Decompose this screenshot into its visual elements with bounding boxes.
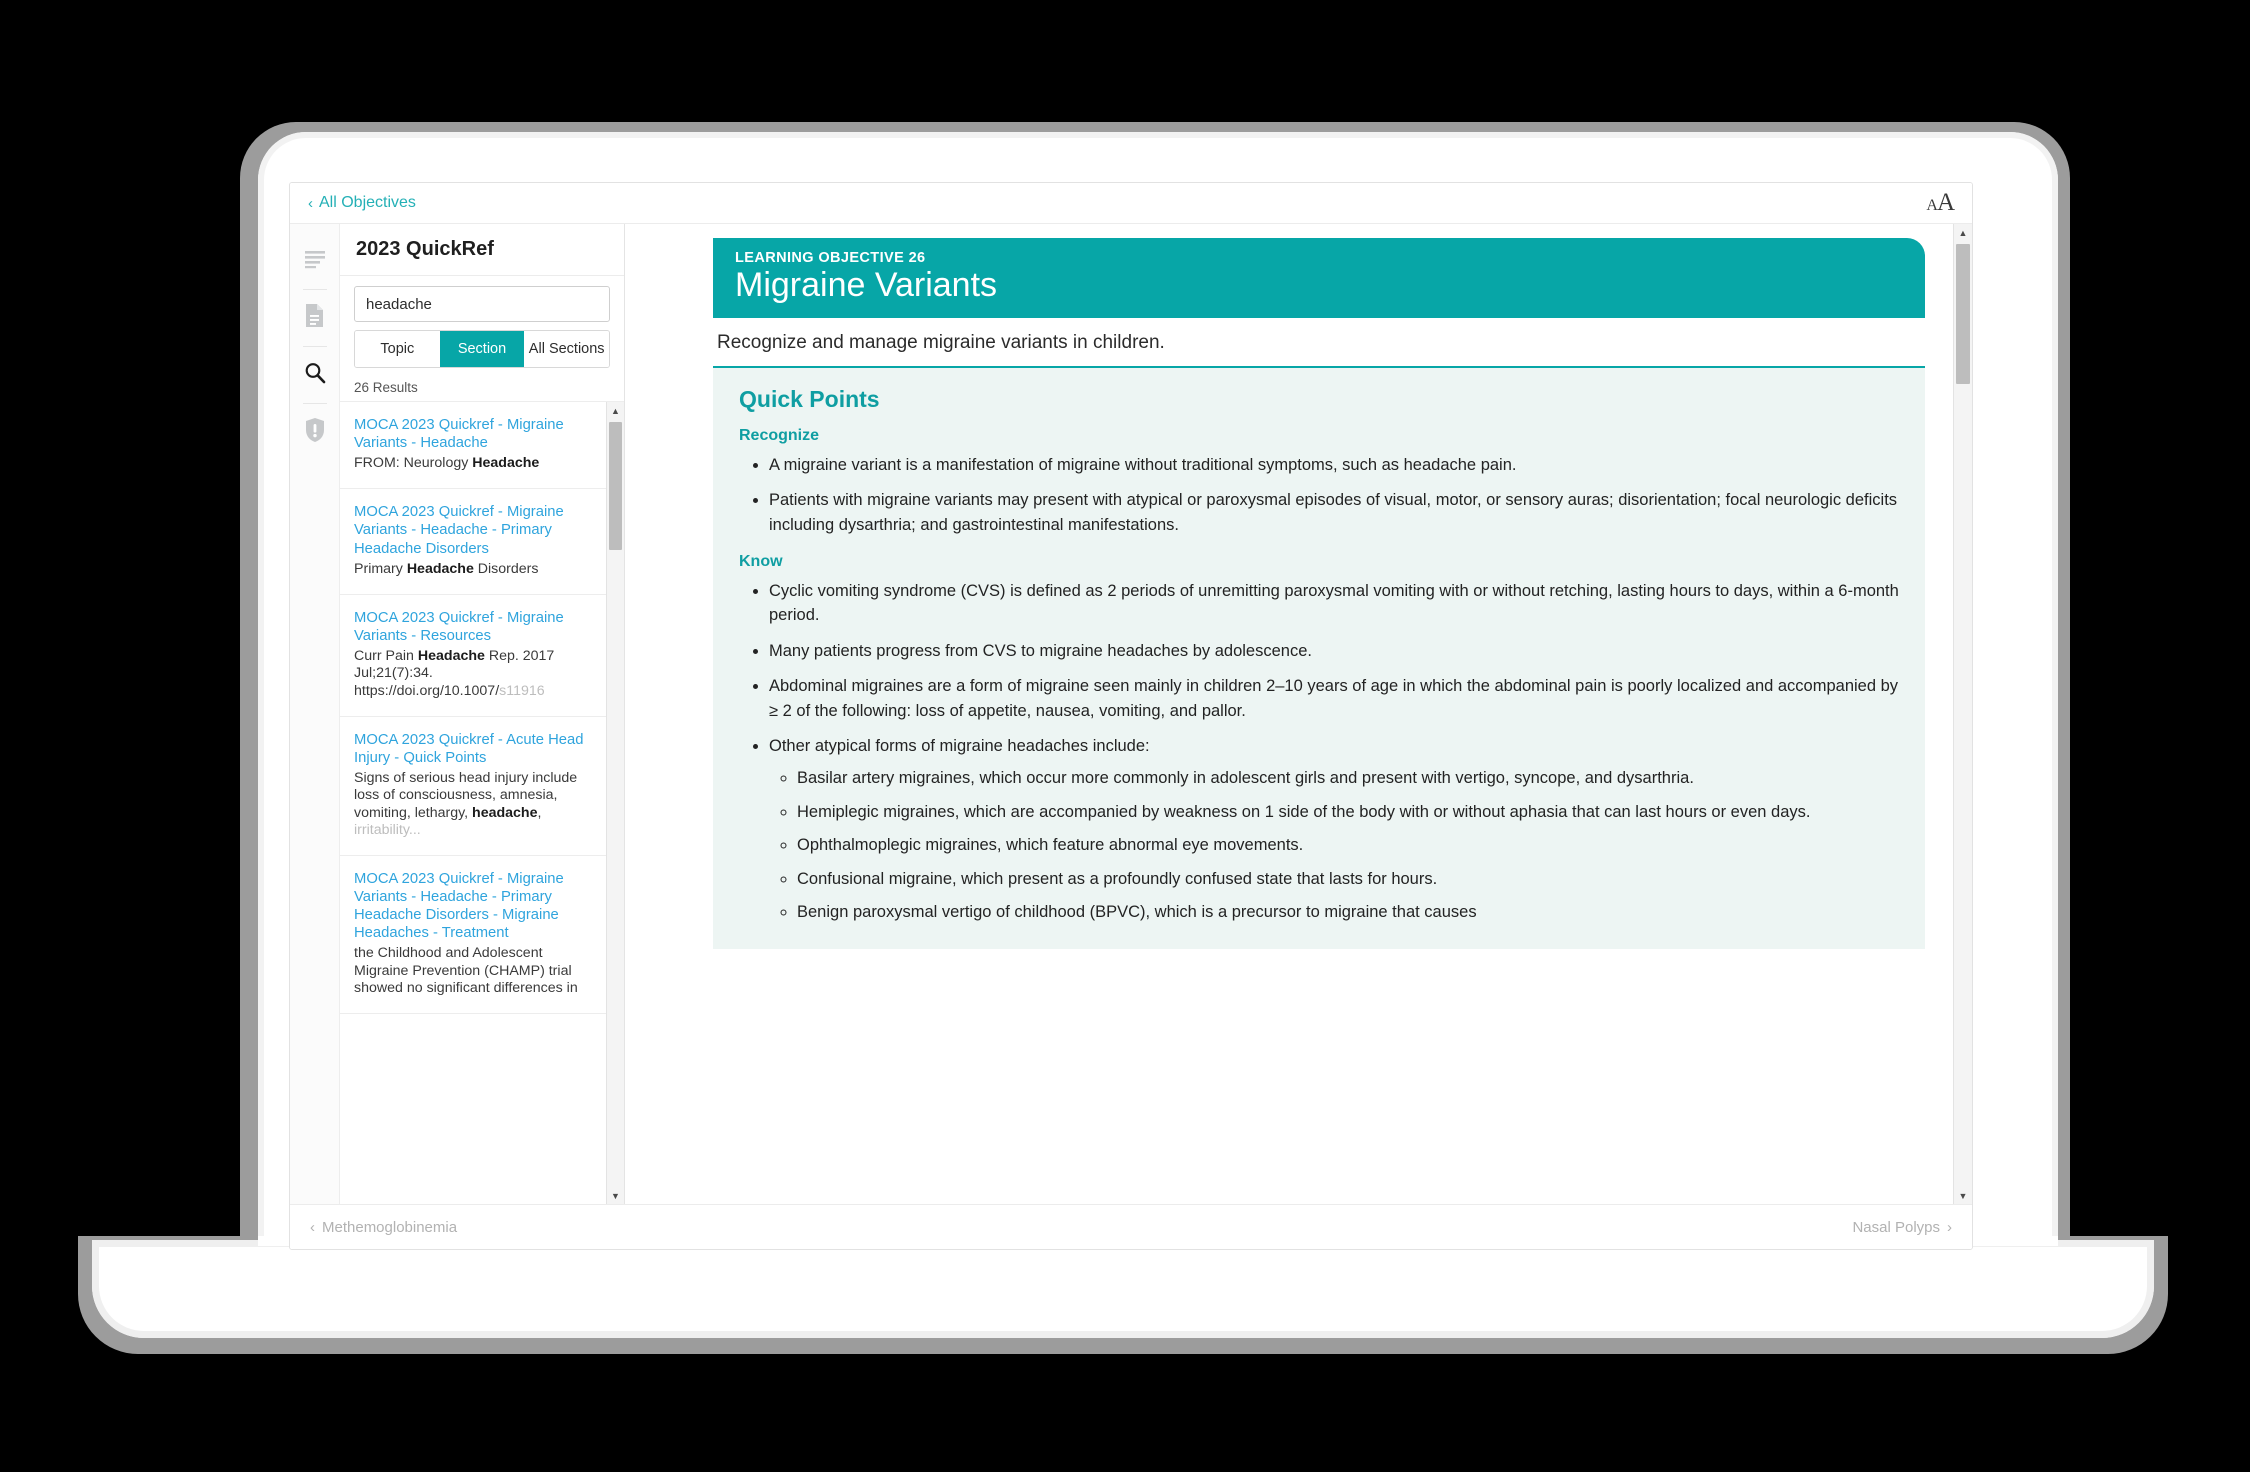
font-size-small-label: A (1926, 197, 1937, 214)
bullet-text: Other atypical forms of migraine headaches include: (769, 736, 1150, 755)
search-result-snippet: FROM: Neurology Headache (354, 455, 540, 472)
scope-tab-all-sections[interactable]: All Sections (524, 331, 609, 367)
back-link-label: All Objectives (319, 194, 416, 211)
content-scrollbar-thumb[interactable] (1956, 244, 1970, 384)
objective-kicker: LEARNING OBJECTIVE 26 (735, 250, 926, 266)
results-scrollbar[interactable] (606, 402, 624, 1204)
search-result-snippet: Primary Headache Disorders (354, 560, 539, 577)
search-result-item[interactable] (340, 595, 624, 717)
rail-item-table-of-contents[interactable] (298, 244, 332, 278)
scroll-up-arrow-icon[interactable]: ▲ (611, 405, 620, 416)
sub-bullet-text: Hemiplegic migraines, which are accompanied by weakness on 1 side of the body with or without aphasia that can last hours or even days. (797, 802, 1811, 821)
search-icon (303, 361, 327, 390)
bullet-text: Many patients progress from CVS to migraine headaches by adolescence. (769, 641, 1312, 660)
search-result-snippet: Signs of serious head injury include loss of consciousness, amnesia, vomiting, lethargy, headache, irritability... (354, 769, 578, 838)
bullet-text: A migraine variant is a manifestation of migraine without traditional symptoms, such as headache pain. (769, 455, 1517, 474)
previous-topic-label: Methemoglobinemia (322, 1218, 458, 1236)
objective-subtitle: Recognize and manage migraine variants in children. (713, 318, 1925, 368)
app-topbar (290, 183, 1972, 224)
app-workspace (290, 224, 1972, 1204)
previous-topic-link[interactable] (310, 1219, 457, 1236)
chevron-left-icon: ‹ (310, 1218, 315, 1236)
rail-divider (303, 403, 327, 404)
search-result-title[interactable]: MOCA 2023 Quickref - Migraine Variants - Headache (354, 417, 564, 452)
rail-item-document[interactable] (298, 301, 332, 335)
next-topic-label: Nasal Polyps (1852, 1218, 1940, 1236)
content-scrollbar[interactable] (1953, 224, 1972, 1204)
quick-points-sub-bullet (797, 833, 1899, 857)
search-result-item[interactable] (340, 856, 624, 1014)
rail-divider (303, 289, 327, 290)
app-screen (289, 182, 1973, 1250)
quick-points-subheading: Know (739, 552, 783, 570)
document-icon (304, 303, 325, 333)
scope-tab-topic[interactable]: Topic (355, 331, 440, 367)
quick-points-bullet (769, 488, 1899, 537)
search-area (340, 276, 624, 368)
chevron-right-icon: › (1947, 1218, 1952, 1236)
shield-alert-icon (304, 417, 326, 448)
icon-rail (290, 224, 340, 1204)
quick-points-heading: Quick Points (739, 385, 880, 412)
search-input[interactable] (354, 286, 610, 322)
search-scope-segmented-control (354, 330, 610, 368)
sub-bullet-text: Basilar artery migraines, which occur more commonly in adolescent girls and present with vertigo, syncope, and dysarthria. (797, 769, 1694, 788)
rail-item-alerts[interactable] (298, 415, 332, 449)
quick-points-bullet-list (739, 453, 1899, 537)
quick-points-bullet (769, 639, 1899, 663)
search-result-snippet: Curr Pain Headache Rep. 2017 Jul;21(7):34. https://doi.org/10.1007/s11916 (354, 647, 555, 699)
font-size-large-label: A (1936, 189, 1954, 216)
quick-points-bullet (769, 734, 1899, 924)
search-result-item[interactable] (340, 717, 624, 856)
content-area (625, 224, 1972, 1204)
sub-bullet-text: Benign paroxysmal vertigo of childhood (BPVC), which is a precursor to migraine that causes (797, 902, 1477, 921)
quick-points-panel (713, 368, 1925, 950)
search-results-panel (340, 224, 625, 1204)
search-results-scroll-area (340, 401, 624, 1204)
rail-divider (303, 346, 327, 347)
bullet-text: Patients with migraine variants may present with atypical or paroxysmal episodes of visual, motor, or sensory auras; disorientation; focal neurologic deficits including dysarthria; and gastrointestinal manifestations. (769, 491, 1898, 534)
quick-points-bullet-list (739, 579, 1899, 924)
content-scroll-down-arrow-icon[interactable]: ▼ (1958, 1190, 1968, 1201)
back-to-all-objectives-link[interactable] (308, 194, 416, 212)
quick-points-bullet (769, 579, 1899, 628)
quick-points-bullet (769, 453, 1899, 477)
search-result-title[interactable]: MOCA 2023 Quickref - Acute Head Injury - Quick Points (354, 731, 584, 766)
panel-title: 2023 QuickRef (340, 224, 624, 276)
document-footer-nav (290, 1204, 1972, 1249)
document-viewport (625, 224, 1953, 1204)
quick-points-bullet (769, 674, 1899, 723)
results-count-label: 26 Results (354, 380, 418, 395)
next-topic-link[interactable] (1852, 1219, 1952, 1236)
quick-points-sub-bullet-list (769, 766, 1899, 924)
search-result-title[interactable]: MOCA 2023 Quickref - Migraine Variants - Headache - Primary Headache Disorders - Migraine Headaches - Treatment (354, 871, 564, 942)
learning-objective-document (713, 238, 1925, 949)
page-title: Migraine Variants (735, 266, 998, 304)
rail-item-search[interactable] (298, 358, 332, 392)
results-scrollbar-thumb[interactable] (609, 422, 622, 550)
laptop-base (92, 1240, 2154, 1338)
chevron-left-icon: ‹ (308, 194, 313, 212)
search-result-title[interactable]: MOCA 2023 Quickref - Migraine Variants - Resources (354, 609, 564, 644)
objective-header-banner (713, 238, 1925, 318)
search-result-title[interactable]: MOCA 2023 Quickref - Migraine Variants - Headache - Primary Headache Disorders (354, 504, 564, 557)
sub-bullet-text: Ophthalmoplegic migraines, which feature abnormal eye movements. (797, 836, 1304, 855)
quick-points-sub-bullet (797, 800, 1899, 824)
quick-points-sub-bullet (797, 900, 1899, 924)
quick-points-sub-bullet (797, 867, 1899, 891)
search-results-list (340, 402, 624, 1014)
content-scroll-up-arrow-icon[interactable]: ▲ (1958, 227, 1968, 238)
sub-bullet-text: Confusional migraine, which present as a profoundly confused state that lasts for hours. (797, 869, 1438, 888)
quick-points-subheading: Recognize (739, 426, 820, 444)
list-lines-icon (304, 249, 326, 274)
scroll-down-arrow-icon[interactable]: ▼ (611, 1190, 620, 1201)
search-result-snippet: the Childhood and Adolescent Migraine Prevention (CHAMP) trial showed no significant differences in (354, 945, 578, 997)
search-result-item[interactable] (340, 402, 624, 489)
bullet-text: Cyclic vomiting syndrome (CVS) is defined as 2 periods of unremitting paroxysmal vomiting with or without retching, lasting hours to days, within a 6-month period. (769, 581, 1899, 625)
font-size-toggle-button[interactable] (1926, 189, 1954, 217)
quick-points-sections (739, 427, 1899, 925)
search-result-item[interactable] (340, 489, 624, 594)
bullet-text: Abdominal migraines are a form of migraine seen mainly in children 2–10 years of age in which the abdominal pain is poorly localized and accompanied by ≥ 2 of the following: loss of appetite, nausea, vomiting, and pallor. (769, 677, 1899, 720)
quick-points-sub-bullet (797, 766, 1899, 790)
scope-tab-section[interactable]: Section (440, 331, 525, 367)
